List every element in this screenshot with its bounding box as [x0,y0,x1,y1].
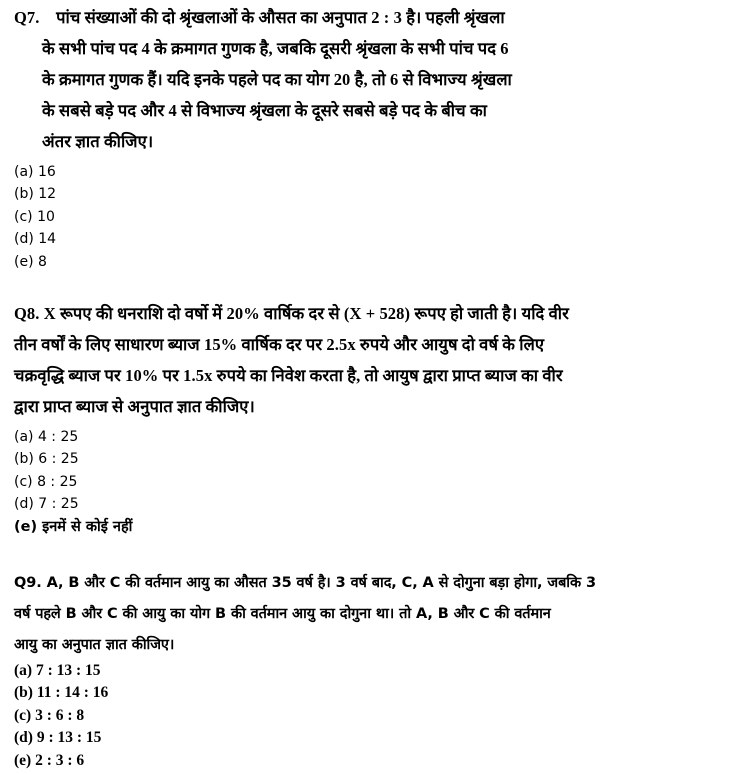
option-item[interactable]: (b) 12 [14,186,57,203]
option-item[interactable]: (a) 7 : 13 : 15 [14,662,101,679]
question-line: आयु का अनुपात ज्ञात कीजिए। [14,637,175,653]
question-line: Q9. A, B और C की वर्तमान आयु का औसत 35 वर्ष है। 3 वर्ष बाद, C, A से दोगुना बड़ा होगा, जबकि 3 [14,575,596,591]
options-list-q8 [0,426,300,538]
question-line: के सभी पांच पद 4 के क्रमागत गुणक है, जबकि दूसरी श्रृंखला के सभी पांच पद 6 [42,39,509,58]
question-line: Q8. X रूपए की धनराशि दो वर्षो में 20% वार्षिक दर से (X + 528) रूपए हो जाती है। यदि वीर [14,304,570,323]
question-line: के क्रमागत गुणक हैं। यदि इनके पहले पद का योग 20 है, तो 6 से विभाज्य श्रृंखला [42,70,512,89]
question-line: तीन वर्षों के लिए साधारण ब्याज 15% वार्षिक दर पर 2.5x रुपये और आयुष दो वर्ष के लिए [14,335,545,354]
option-item[interactable]: (c) 3 : 6 : 8 [14,706,85,724]
options-list-q9 [0,660,300,772]
option-item[interactable]: (e) 2 : 3 : 6 [14,751,85,769]
question-line: के सबसे बड़े पद और 4 से विभाज्य श्रृंखला के दूसरे सबसे बड़े पद के बीच का [42,101,488,120]
question-line: वर्ष पहले B और C की आयु का योग B की वर्तमान आयु का दोगुना था। तो A, B और C की वर्तमान [14,606,551,622]
question-line: चक्रवृद्धि ब्याज पर 10% पर 1.5x रुपये का निवेश करता है, तो आयुष द्वारा प्राप्त ब्याज का वीर [14,366,563,385]
option-item[interactable]: (e) इनमें से कोई नहीं [14,518,133,535]
question-line: द्वारा प्राप्त ब्याज से अनुपात ज्ञात कीजिए। [14,397,255,416]
option-item[interactable]: (b) 6 : 25 [14,451,79,468]
option-item[interactable]: (d) 7 : 25 [14,496,79,513]
option-item[interactable]: (b) 11 : 14 : 16 [14,684,109,702]
question-block-q8 [0,298,754,422]
question-block-q9 [0,568,754,661]
option-item[interactable]: (d) 14 [14,231,57,248]
question-line: Q7. पांच संख्याओं की दो श्रृंखलाओं के औसत का अनुपात 2 : 3 है। पहली श्रृंखला [14,8,505,27]
option-item[interactable]: (c) 10 [14,208,55,225]
option-item[interactable]: (a) 4 : 25 [14,429,79,445]
option-item[interactable]: (c) 8 : 25 [14,473,78,490]
question-block-q7 [0,2,754,157]
option-item[interactable]: (a) 16 [14,164,56,180]
options-list-q7 [0,161,300,273]
option-item[interactable]: (d) 9 : 13 : 15 [14,729,102,747]
question-line: अंतर ज्ञात कीजिए। [42,132,154,151]
option-item[interactable]: (e) 8 [14,253,47,270]
